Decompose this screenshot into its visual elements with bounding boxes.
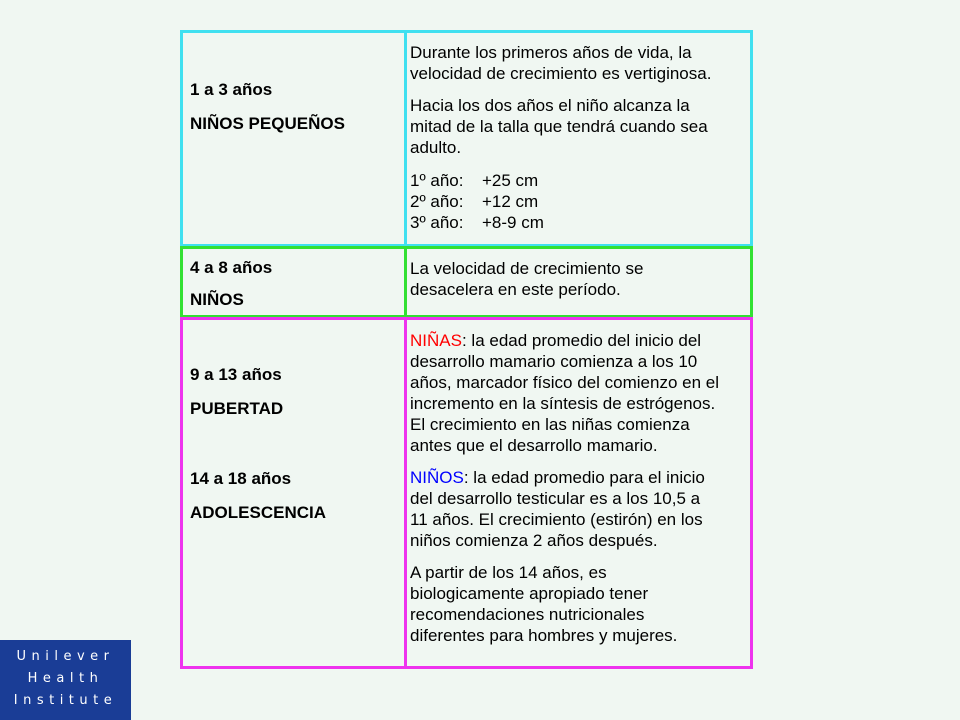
boys-text: : la edad promedio para el inicio [463,468,705,487]
girls-description-line: incremento en la síntesis de estrógenos. [410,394,716,413]
description-line: Hacia los dos años el niño alcanza la [410,96,690,115]
column-divider [404,33,407,244]
growth-year: 2º año: [410,192,464,211]
growth-row [410,170,544,191]
stage-description [410,42,752,233]
row-ages-1-3 [180,30,753,247]
boys-description-line: 11 años. El crecimiento (estirón) en los [410,510,703,529]
description-line: desacelera en este período. [410,280,621,299]
stage-description [410,258,752,300]
girls-description-line: años, marcador físico del comienzo en el [410,373,719,392]
description-line: Durante los primeros años de vida, la [410,43,692,62]
closing-line: biologicamente apropiado tener [410,584,649,603]
age-range-label: 4 a 8 años [190,258,273,277]
boys-description-line: del desarrollo testicular es a los 10,5 a [410,489,701,508]
growth-row [410,212,544,233]
girls-text: : la edad promedio del inicio del [461,331,702,350]
description-line: velocidad de crecimiento es vertiginosa. [410,64,712,83]
closing-line: A partir de los 14 años, es [410,563,607,582]
growth-year: 1º año: [410,171,464,190]
growth-value: +12 cm [482,192,539,211]
logo-line-3: Institute [13,693,118,708]
stage-description [410,330,752,646]
row-ages-9-18 [180,317,753,669]
growth-value: +8-9 cm [482,213,544,232]
girls-description-line: El crecimiento en las niñas comienza [410,415,690,434]
girls-description-line: desarrollo mamario comienza a los 10 [410,352,698,371]
stage-name-label: NIÑOS PEQUEÑOS [190,114,345,133]
logo-line-1: Unilever [16,649,115,664]
closing-line: diferentes para hombres y mujeres. [410,626,678,645]
boys-description-line [410,467,752,488]
growth-per-year-table [410,170,544,233]
column-divider [404,320,407,666]
growth-stages-table [180,30,753,669]
girls-description-line [410,330,752,351]
description-line: adulto. [410,138,462,157]
girls-label: NIÑAS [410,331,462,350]
stage-name-label: ADOLESCENCIA [190,503,327,522]
growth-value: +25 cm [482,171,539,190]
boys-label: NIÑOS [410,468,464,487]
logo-line-2: Health [27,671,104,686]
closing-line: recomendaciones nutricionales [410,605,645,624]
age-range-label: 9 a 13 años [190,365,282,384]
description-line: mitad de la talla que tendrá cuando sea [410,117,708,136]
growth-row [410,191,544,212]
growth-year: 3º año: [410,213,464,232]
girls-description-line: antes que el desarrollo mamario. [410,436,658,455]
column-divider [404,249,407,315]
row-ages-4-8 [180,246,753,318]
age-range-label: 14 a 18 años [190,469,292,488]
stage-name-label: NIÑOS [190,290,244,309]
boys-description-line: niños comienza 2 años después. [410,531,658,550]
description-line: La velocidad de crecimiento se [410,259,644,278]
stage-name-label: PUBERTAD [190,399,284,418]
age-range-label: 1 a 3 años [190,80,273,99]
unilever-health-institute-logo [0,640,131,720]
